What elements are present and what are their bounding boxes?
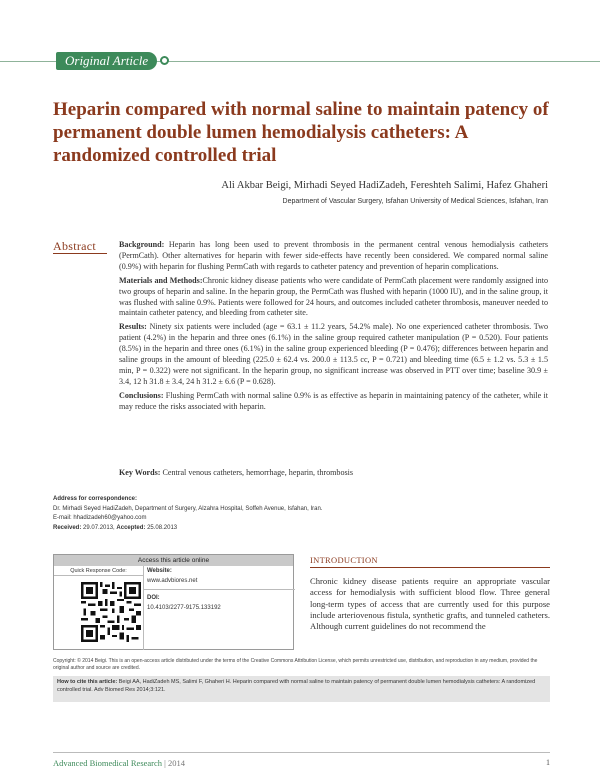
journal-footer — [53, 758, 185, 768]
received-accepted — [53, 524, 322, 534]
website-link[interactable]: www.advbiores.net — [147, 578, 198, 584]
access-box-heading: Access this article online — [54, 555, 293, 566]
page-number: 1 — [546, 758, 550, 767]
doi-link[interactable]: 10.4103/2277-9175.133192 — [147, 605, 221, 611]
article-type-badge: Original Article — [56, 52, 157, 70]
citation-text: Beigi AA, HadiZadeh MS, Salimi F, Ghaheri H. Heparin compared with normal saline to maintain patency of permanent double lumen hemodialysis catheters: A randomized controlled trial. Adv Biomed Res 2014;3:121. — [57, 679, 536, 693]
accepted-date: 25.08.2013 — [147, 524, 178, 531]
abstract-methods — [119, 276, 548, 320]
keywords — [119, 468, 353, 477]
background-label: Background: — [119, 240, 165, 249]
keywords-label: Key Words: — [119, 468, 161, 477]
correspondence-address: Dr. Mirhadi Seyed HadiZadeh, Department of Surgery, Alzahra Hospital, Soffeh Avenue, Isfahan, Iran. — [53, 505, 323, 512]
accepted-label: Accepted: — [116, 524, 146, 531]
access-box-divider — [144, 589, 295, 590]
introduction-text: Chronic kidney disease patients require an appropriate vascular access for hemodialysis with sufficient blood flow. Three general long-term types of access that are currently used for this purpose include arteriovenous fistula, synthetic grafts, and tunneled catheters. Although current guidelines do not recommend the — [310, 576, 550, 632]
abstract-body — [119, 240, 548, 416]
access-box-details — [147, 566, 293, 613]
correspondence-email: E-mail: hhadizadeh60@yahoo.com — [53, 515, 147, 522]
journal-name: Advanced Biomedical Research — [53, 758, 163, 768]
citation-label: How to cite this article: — [57, 679, 118, 685]
methods-label: Materials and Methods: — [119, 275, 203, 285]
abstract-results — [119, 322, 548, 387]
badge-end-circle — [160, 56, 169, 65]
conclusions-text: Flushing PermCath with normal saline 0.9% is as effective as heparin in maintaining patency of the catheter, while it may reduce the risks associated with heparin. — [119, 390, 548, 411]
abstract-background — [119, 240, 548, 273]
qr-label: Quick Response Code: — [54, 566, 144, 576]
conclusions-label: Conclusions: — [119, 390, 164, 400]
methods-text: Chronic kidney disease patients who were candidate of PermCath placement were randomly assigned into two groups of heparin and saline. In the heparin group, the PermCath was flushed with heparin (1000 IU), and in the saline group, it was flushed with saline 0.9%. Patients were followed for 24 hours, and outcomes included catheter thrombosis, maneuver needed to maintain catheter patency, and bleeding from catheter site. — [119, 275, 548, 318]
doi-label: DOI: — [147, 595, 160, 601]
copyright-notice: Copyright: © 2014 Beigi. This is an open-access article distributed under the terms of the Creative Commons Attribution License, which permits unrestricted use, distribution, and reproduction in any medium, provided the original author and source are credited. — [53, 658, 538, 671]
qr-code-icon — [81, 582, 141, 642]
article-type-bar — [0, 52, 600, 70]
introduction-rule — [310, 567, 550, 568]
abstract-heading: Abstract — [53, 239, 97, 253]
qr-cell — [54, 576, 144, 650]
journal-year: 2014 — [168, 758, 185, 768]
received-label: Received: — [53, 524, 82, 531]
website-label: Website: — [147, 568, 172, 574]
background-text: Heparin has long been used to prevent thrombosis in the permanent central venous hemodialysis catheters (PermCath). Other alternatives for heparin with fewer side-effects have recently been considered. We compared normal saline (0.9%) with heparin for flushing PermCath with regards to catheter patency and prevention of heparin complications. — [119, 240, 548, 271]
access-online-box — [53, 554, 294, 650]
introduction-heading: INTRODUCTION — [310, 555, 378, 565]
citation-box — [53, 676, 550, 702]
received-date: 29.07.2013, — [83, 524, 115, 531]
correspondence-block — [53, 495, 322, 533]
abstract-conclusions — [119, 391, 548, 413]
results-label: Results: — [119, 322, 147, 332]
author-list: Ali Akbar Beigi, Mirhadi Seyed HadiZadeh, Fereshteh Salimi, Hafez Ghaheri — [221, 180, 548, 191]
abstract-heading-rule — [53, 253, 107, 254]
affiliation: Department of Vascular Surgery, Isfahan University of Medical Sciences, Isfahan, Iran — [282, 198, 548, 205]
article-title: Heparin compared with normal saline to maintain patency of permanent double lumen hemodialysis catheters: A randomized controlled trial — [53, 99, 549, 166]
keywords-text: Central venous catheters, hemorrhage, heparin, thrombosis — [162, 468, 354, 477]
footer-separator: | — [162, 758, 168, 768]
results-text: Ninety six patients were included (age = 63.1 ± 11.2 years, 54.2% male). No one experienced catheter thrombosis. Two patient (4.2%) in the heparin and three ones (6.1%) in the saline group required catheter manipulation (P = 0.520). Four patients (8.5%) in the heparin and three ones (6.1%) in the saline group experienced bleeding (P = 0.476); differences between heparin and saline groups in the amount of bleeding (225.0 ± 62.4 vs. 200.0 ± 113.5 cc, P = 0.721) and bleeding time (6.5 ± 1.2 vs. 5.3 ± 1.5 min, P = 0.322) were not significant. In the heparin group, no significant increase was observed in PTT over time; baseline 30.9 ± 3.4, 12 h 31.8 ± 3.4, 24 h 31.2 ± 6.6 (P = 0.628). — [119, 322, 548, 386]
correspondence-heading: Address for correspondence: — [53, 496, 138, 502]
footer-rule — [53, 752, 550, 753]
